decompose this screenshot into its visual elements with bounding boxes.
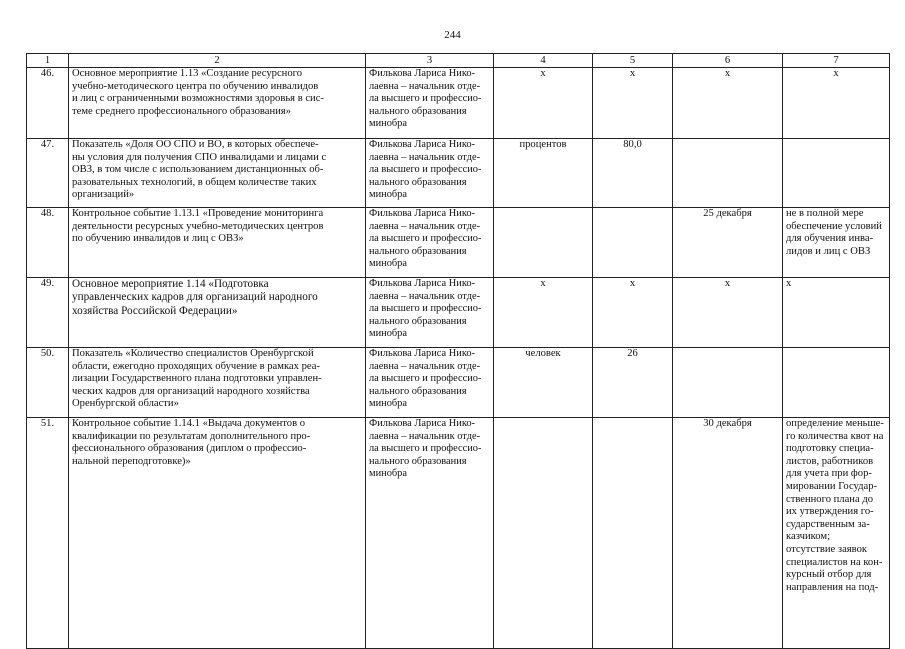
header-col-6: 6 <box>673 54 783 68</box>
row-responsible: Филькова Лариса Нико- лаевна – начальник отде- ла высшего и профессио- нального образования минобра <box>369 68 482 130</box>
row-date <box>673 348 783 418</box>
row-date: 30 декабря <box>673 418 783 649</box>
row-unit: х <box>494 68 593 139</box>
row-number: 51. <box>27 418 69 649</box>
header-col-2: 2 <box>69 54 366 68</box>
table-row <box>27 348 890 418</box>
row-value: 80,0 <box>593 139 673 208</box>
row-number: 47. <box>27 139 69 208</box>
row-description: Контрольное событие 1.13.1 «Проведение мониторинга деятельности ресурсных учебно-методических центров по обучению инвалидов и лиц с ОВЗ» <box>72 208 324 245</box>
header-row <box>27 54 890 68</box>
table-row <box>27 139 890 208</box>
header-col-7: 7 <box>783 54 890 68</box>
row-responsible: Филькова Лариса Нико- лаевна – начальник отде- ла высшего и профессио- нального образования минобра <box>369 348 482 410</box>
row-value: 26 <box>593 348 673 418</box>
row-number: 46. <box>27 68 69 139</box>
row-note: определение меньше- го количества квот на подготовку специа- листов, работников для учета при фор- мировании Государ- ственного плана до их утверждения го- сударственным за- казчиком; отсутствие заявок специалистов на кон- курсный отбор для направления на под- <box>786 418 884 593</box>
row-value: х <box>593 278 673 348</box>
row-description: Основное мероприятие 1.13 «Создание ресурсного учебно-методического центра по обучению инвалидов и лиц с ограниченными возможностями здоровья в сис- теме среднего профессионального образования» <box>72 68 324 117</box>
header-col-5: 5 <box>593 54 673 68</box>
row-number: 50. <box>27 348 69 418</box>
row-date: 25 декабря <box>673 208 783 278</box>
row-responsible: Филькова Лариса Нико- лаевна – начальник отде- ла высшего и профессио- нального образования минобра <box>369 208 482 270</box>
row-value <box>593 208 673 278</box>
row-unit <box>494 418 593 649</box>
table-row <box>27 208 890 278</box>
row-unit: человек <box>494 348 593 418</box>
row-unit: процентов <box>494 139 593 208</box>
row-description: Показатель «Доля ОО СПО и ВО, в которых обеспече- ны условия для получения СПО инвалидами и лицами с ОВЗ, в том числе с использованием дистанционных об- разовательных технологий, в общем количестве таких организаций» <box>72 139 327 201</box>
row-date: х <box>673 278 783 348</box>
row-date: х <box>673 68 783 139</box>
row-responsible: Филькова Лариса Нико- лаевна – начальник отде- ла высшего и профессио- нального образования минобра <box>369 418 482 480</box>
table-row <box>27 68 890 139</box>
row-responsible: Филькова Лариса Нико- лаевна – начальник отде- ла высшего и профессио- нального образования минобра <box>369 139 482 201</box>
row-number: 48. <box>27 208 69 278</box>
header-col-1: 1 <box>27 54 69 68</box>
table-row <box>27 418 890 649</box>
row-description: Контрольное событие 1.14.1 «Выдача документов о квалификации по результатам дополнительного про- фессионального образования (диплом о профессио- нальной переподготовке)» <box>72 418 311 467</box>
row-note: х <box>786 278 792 289</box>
row-note: не в полной мере обеспечение условий для обучения инва- лидов и лиц с ОВЗ <box>786 208 882 257</box>
row-description: Показатель «Количество специалистов Оренбургской области, ежегодно проходящих обучение в рамках реа- лизации Государственного плана подготовки управлен- ческих кадров для организаций народного хозяйства Оренбургской области» <box>72 348 322 410</box>
row-value <box>593 418 673 649</box>
row-responsible: Филькова Лариса Нико- лаевна – начальник отде- ла высшего и профессио- нального образования минобра <box>369 278 482 340</box>
row-value: х <box>593 68 673 139</box>
row-date <box>673 139 783 208</box>
row-unit <box>494 208 593 278</box>
table-row <box>27 278 890 348</box>
plan-table <box>26 53 890 649</box>
row-unit: х <box>494 278 593 348</box>
header-col-4: 4 <box>494 54 593 68</box>
row-description: Основное мероприятие 1.14 «Подготовка управленческих кадров для организаций народного хозяйства Российской Федерации» <box>72 278 318 317</box>
page-number: 244 <box>444 29 461 41</box>
row-number: 49. <box>27 278 69 348</box>
header-col-3: 3 <box>366 54 494 68</box>
row-note: х <box>833 68 839 79</box>
